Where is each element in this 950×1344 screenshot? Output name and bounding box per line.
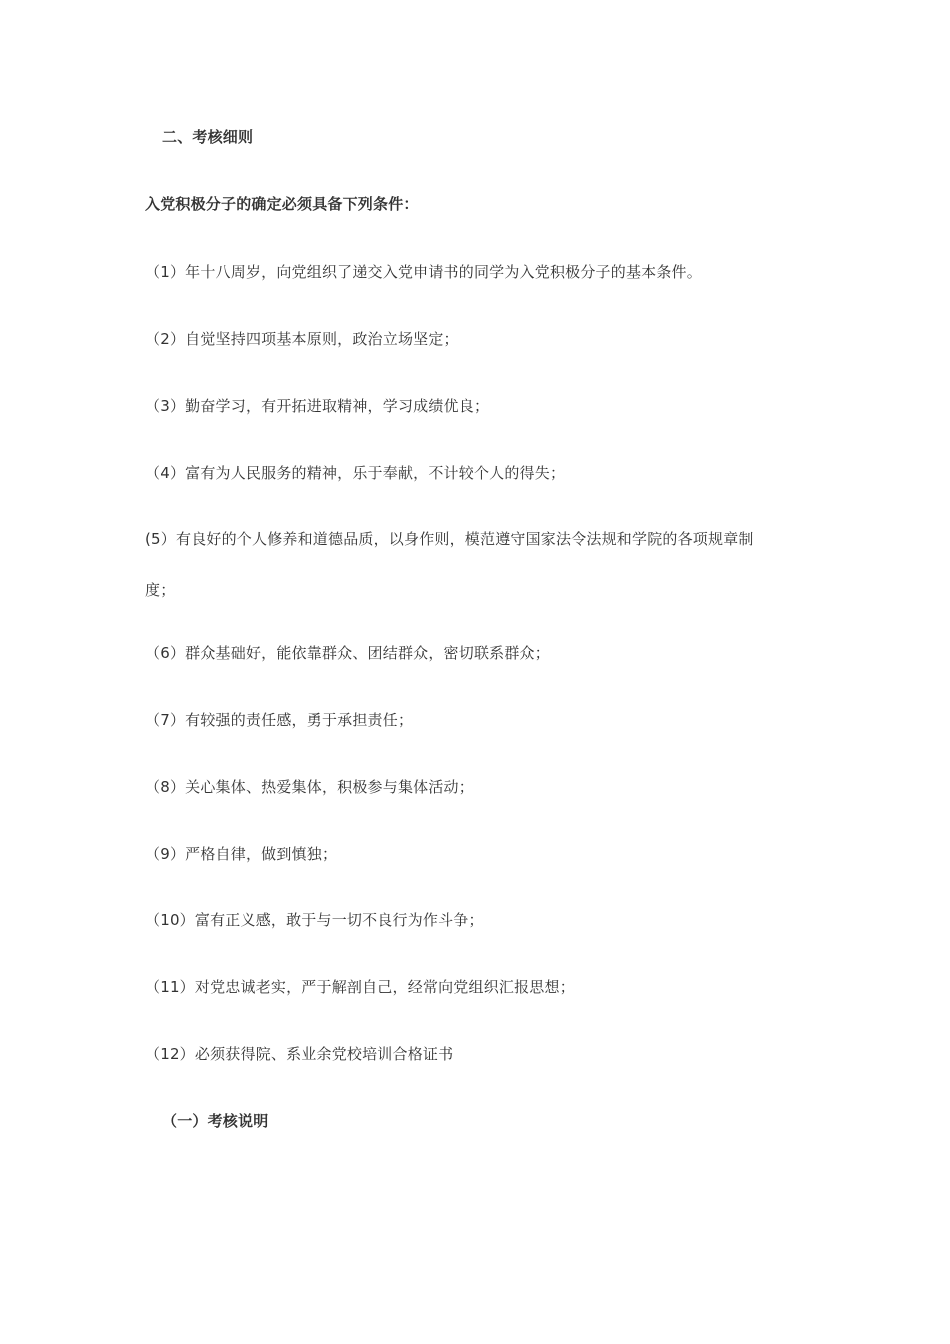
condition-item: （4）富有为人民服务的精神，乐于奉献，不计较个人的得失； [145, 464, 566, 482]
conditions-intro: 入党积极分子的确定必须具备下列条件： [145, 195, 419, 213]
condition-item: （3）勤奋学习，有开拓进取精神，学习成绩优良； [145, 397, 490, 415]
condition-item: （2）自觉坚持四项基本原则，政治立场坚定； [145, 330, 459, 348]
condition-item: （1）年十八周岁，向党组织了递交入党申请书的同学为入党积极分子的基本条件。 [145, 263, 702, 281]
condition-item: （6）群众基础好，能依靠群众、团结群众，密切联系群众； [145, 644, 550, 662]
condition-item: (5）有良好的个人修养和道德品质，以身作则，模范遵守国家法令法规和学院的各项规章制 [145, 530, 754, 548]
condition-item: （7）有较强的责任感，勇于承担责任； [145, 711, 414, 729]
condition-item-continuation: 度； [145, 581, 176, 599]
condition-item: （8）关心集体、热爱集体，积极参与集体活动； [145, 778, 474, 796]
condition-item: （10）富有正义感，敢于与一切不良行为作斗争； [145, 911, 484, 929]
condition-item: （11）对党忠诚老实，严于解剖自己，经常向党组织汇报思想； [145, 978, 575, 996]
section-heading: 二、考核细则 [162, 128, 254, 146]
condition-item: （9）严格自律，做到慎独； [145, 845, 338, 863]
subsection-heading: （一）考核说明 [162, 1112, 269, 1130]
condition-item: （12）必须获得院、系业余党校培训合格证书 [145, 1045, 454, 1063]
